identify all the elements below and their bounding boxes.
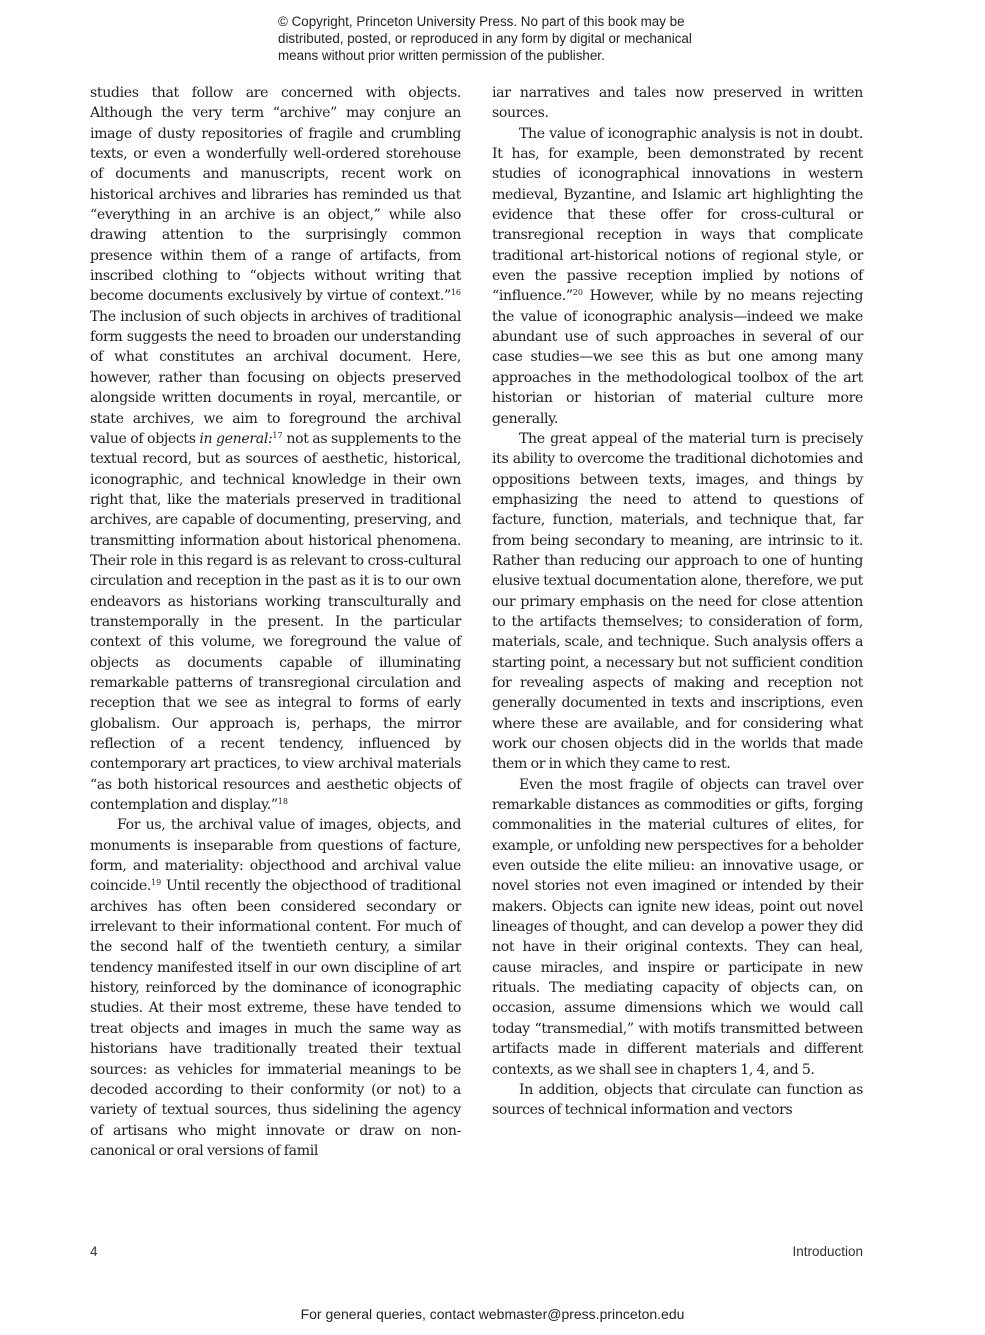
running-head: Introduction [792, 1244, 863, 1259]
paragraph [492, 124, 863, 429]
copyright-line: © Copyright, Princeton University Press. No part of this book may be [278, 14, 685, 29]
footnote-ref-20[interactable]: 20 [572, 288, 583, 298]
left-text-column [90, 83, 461, 1161]
copyright-line: means without prior written permission of the publisher. [278, 48, 605, 63]
paragraph [90, 815, 461, 1161]
footnote-ref-17[interactable]: 17 [272, 431, 283, 441]
paragraph: Even the most fragile of objects can travel over remarkable distances as commodities or gifts, forging commonalities in the material cultures of elites, for example, or unfolding new perspectives for a beholder even outside the elite milieu: an innovative usage, or novel stories not even imagined or intended by their makers. Objects can ignite new ideas, point out novel lineages of thought, and can develop a power they did not have in their original contexts. They can heal, cause miracles, and inspire or participate in new rituals. The mediating capacity of objects can, on occasion, assume dimensions which we would call today “transmedial,” with motifs transmitted between artifacts made in different materials and different contexts, as we shall see in chapters 1, 4, and 5. [492, 776, 863, 1078]
paragraph [90, 83, 461, 815]
copyright-line: distributed, posted, or reproduced in any form by digital or mechanical [278, 31, 692, 46]
text-run: studies that follow are concerned with objects. Although the very term “archive” may conjure an image of dusty repositories of fragile and crumbling texts, or even a wonderfully well-ordered storehouse of documents and manuscripts, recent work on historical archives and libraries has reminded us that “everything in an archive is an object,” while also drawing attention to the surprisingly common presence within them of a range of artifacts, from inscribed clothing to “objects without writing that become documents exclusively by virtue of context.” [90, 85, 461, 305]
footer-contact: For general queries, contact webmaster@press.princeton.edu [300, 1306, 685, 1322]
text-run: not as supplements to the textual record, but as sources of aesthetic, historical, iconographic, and technical knowledge in their own right that, like the materials preserved in traditional archives, are capable of documenting, preserving, and transmitting information about historical phenomena. Their role in this regard is as relevant to cross-cultural circulation and reception in the past as it is to our own endeavors as historians working transculturally and transtemporally in the present. In the particular context of this volume, we foreground the value of objects as documents capable of illuminating remarkable patterns of transregional circulation and reception that we see as integral to forms of early globalism. Our approach is, perhaps, the mirror reflection of a recent tendency, influenced by contemporary art practices, to view archival materials “as both historical resources and aesthetic objects of contemplation and display.” [90, 430, 461, 814]
right-text-column [492, 83, 863, 1121]
paragraph: The great appeal of the material turn is precisely its ability to overcome the traditional dichotomies and oppositions between texts, images, and things by emphasizing the need to attend to questions of facture, function, materials, and technique that, far from being secondary to meaning, are intrinsic to it. Rather than reducing our approach to one of hunting elusive textual documentation alone, therefore, we put our primary emphasis on the need for close attention to the artifacts themselves; to consideration of form, materials, scale, and technique. Such analysis offers a starting point, a necessary but not sufficient condition for revealing aspects of making and reception not generally documented in texts and inscriptions, even where these are available, and for considering what work our chosen objects did in the worlds that made them or in which they came to rest. [492, 430, 863, 773]
text-run: However, while by no means rejecting the value of iconographic analysis—indeed we make abundant use of such approaches in several of our case studies—we see this as but one among many approaches in the methodological toolbox of the art historian or historian of material culture more generally. [492, 288, 863, 427]
footnote-ref-16[interactable]: 16 [450, 288, 461, 298]
footnote-ref-19[interactable]: 19 [151, 878, 162, 888]
paragraph: iar narratives and tales now preserved in written sources. [492, 85, 863, 122]
footnote-ref-18[interactable]: 18 [277, 797, 288, 807]
text-run: For us, the archival value of images, objects, and monuments is inseparable from questions of facture, form, and materiality: objecthood and archival value coincide. [90, 817, 461, 895]
paragraph: In addition, objects that circulate can function as sources of technical information and vectors [492, 1081, 863, 1119]
copyright-notice [278, 13, 738, 64]
page-number: 4 [90, 1244, 98, 1259]
text-run: The value of iconographic analysis is not in doubt. It has, for example, been demonstrated by recent studies of iconographical innovations in western medieval, Byzantine, and Islamic art highlighting the evidence that these offer for cross-cultural or transregional reception in ways that complicate traditional art-historical notions of regional style, or even the passive reception implied by notions of “influence.” [492, 125, 863, 305]
text-run: The inclusion of such objects in archives of traditional form suggests the need to broaden our understanding of what constitutes an archival document. Here, however, rather than focusing on objects preserved alongside written documents in royal, mercantile, or state archives, we aim to foreground the archival value of objects [90, 308, 461, 447]
emphasis: in general: [199, 430, 273, 447]
text-run: Until recently the objecthood of traditional archives has often been considered secondary or irrelevant to their informational content. For much of the second half of the twentieth century, a similar tendency manifested itself in our own discipline of art history, reinforced by the dominance of iconographic studies. At their most extreme, these have tended to treat objects and images in much the same way as historians have traditionally treated their textual sources: as vehicles for immaterial meanings to be decoded according to their conformity (or not) to a variety of textual sources, thus sidelining the agency of artisans who might innovate or draw on non-canonical or oral versions of famil [90, 878, 461, 1159]
